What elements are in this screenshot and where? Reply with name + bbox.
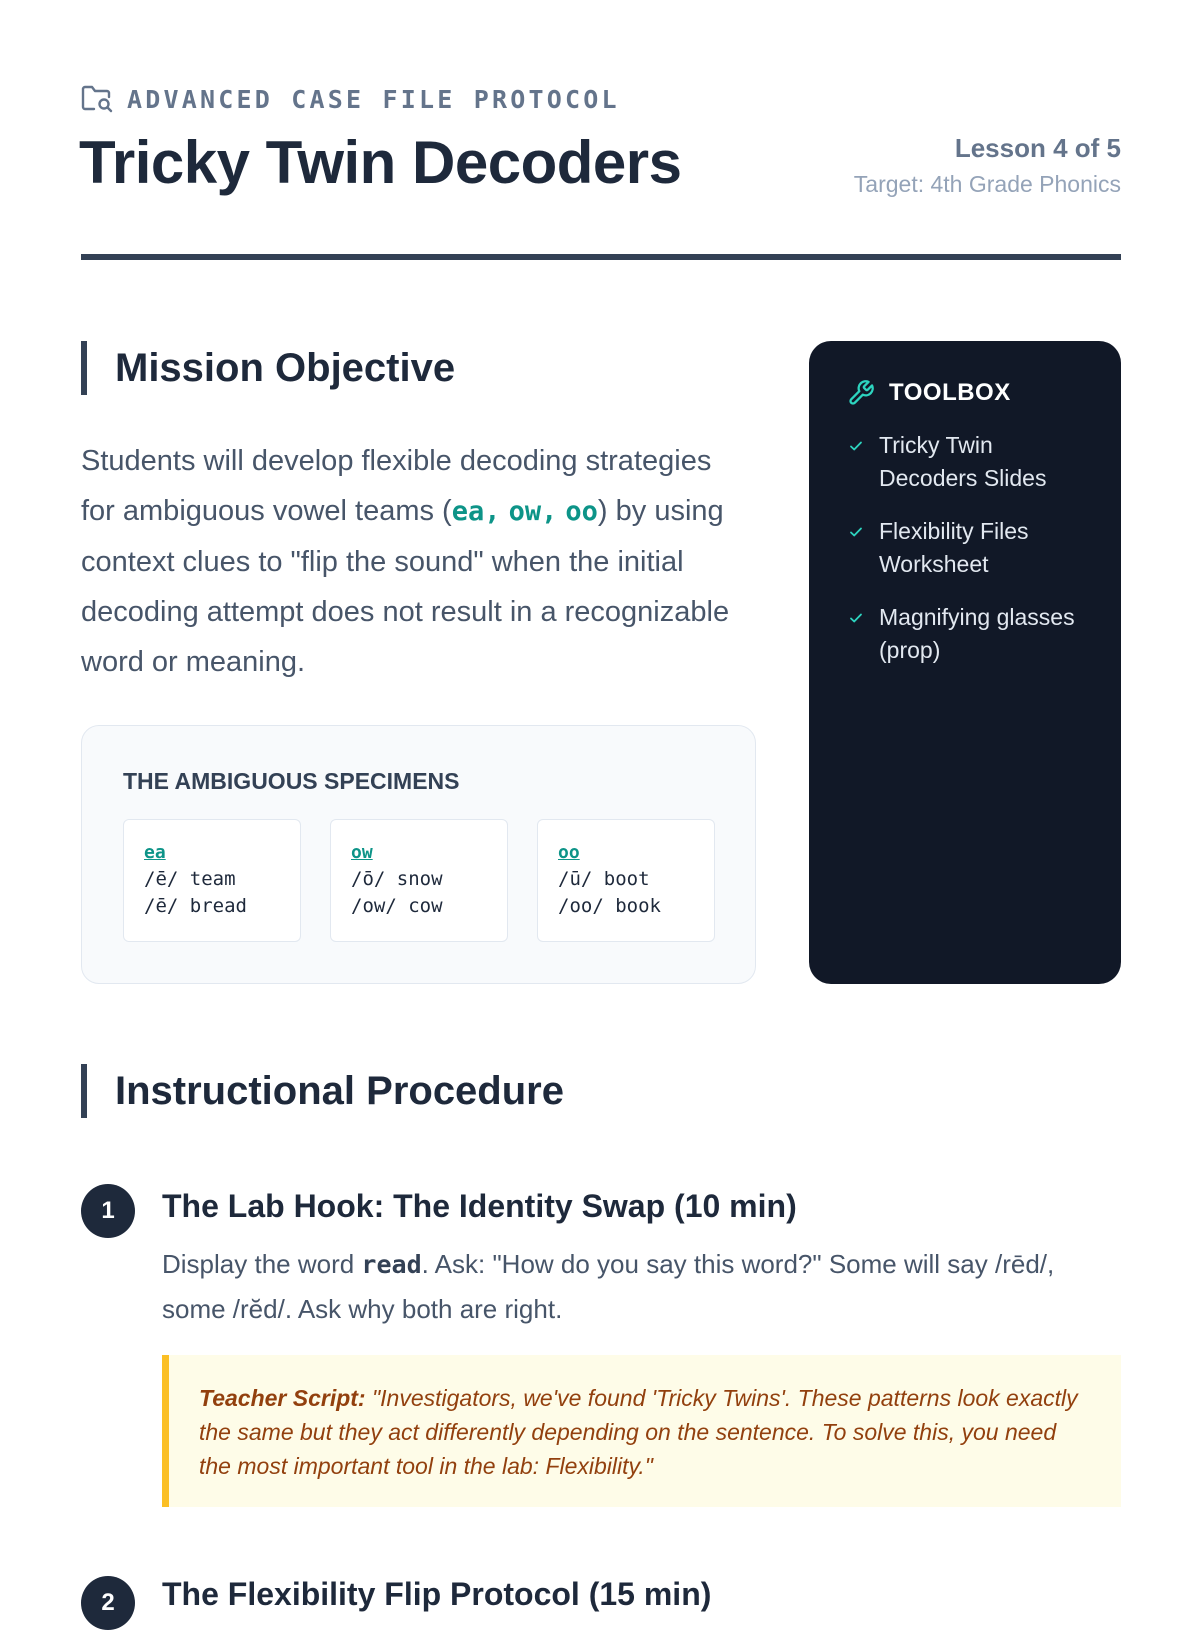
step-title: The Lab Hook: The Identity Swap (10 min) xyxy=(162,1188,797,1224)
specimen-line: /ow/ cow xyxy=(351,895,443,917)
eyebrow-label: ADVANCED CASE FILE PROTOCOL xyxy=(127,84,620,114)
specimen-key: ow xyxy=(351,842,373,863)
specimen-card-ea xyxy=(123,819,301,942)
step-body-part-1: Display the word xyxy=(162,1249,362,1279)
step-number-badge: 2 xyxy=(81,1576,135,1630)
code-ea: ea, xyxy=(451,496,501,527)
specimen-line: /ē/ bread xyxy=(144,895,247,917)
teacher-script-text: "Investigators, we've found 'Tricky Twins'. These patterns look exactly the same but they act differently depending on the sentence. To solve this, you need the most important tool in the lab: Flexibility." xyxy=(199,1385,1078,1479)
specimen-line: /ū/ boot xyxy=(558,868,650,890)
folder-search-icon xyxy=(81,84,113,114)
specimen-line: /ē/ team xyxy=(144,868,236,890)
toolbox-item xyxy=(847,429,1091,495)
specimens-panel xyxy=(81,725,756,984)
specimen-line: /ō/ snow xyxy=(351,868,443,890)
check-icon xyxy=(847,437,865,455)
mission-text-part-2: ) by using context clues to "flip the sound" when the initial decoding attempt does not result in a recognizable word or meaning. xyxy=(81,495,730,678)
toolbox-item-label: Tricky Twin Decoders Slides xyxy=(879,432,1047,491)
step-body-part-2: . Ask: "How do you say this word?" Some will say /rēd/, some /rĕd/. Ask why both are right. xyxy=(162,1249,1055,1324)
specimen-key: oo xyxy=(558,842,580,863)
step-number-badge: 1 xyxy=(81,1184,135,1238)
specimen-line: /oo/ book xyxy=(558,895,661,917)
specimen-card-ow xyxy=(330,819,508,942)
header-divider xyxy=(81,254,1121,260)
specimen-card-oo xyxy=(537,819,715,942)
toolbox-panel xyxy=(809,341,1121,984)
step-title: The Flexibility Flip Protocol (15 min) xyxy=(162,1576,712,1612)
toolbox-item-label: Magnifying glasses (prop) xyxy=(879,604,1075,663)
code-ow: ow, xyxy=(508,496,558,527)
toolbox-title: TOOLBOX xyxy=(889,379,1011,406)
lesson-count: Lesson 4 of 5 xyxy=(954,133,1121,163)
eyebrow xyxy=(81,84,620,114)
mission-text xyxy=(81,436,751,687)
teacher-script-label: Teacher Script: xyxy=(199,1385,366,1411)
wrench-icon xyxy=(847,379,875,407)
toolbox-header xyxy=(847,379,1091,407)
toolbox-item xyxy=(847,601,1091,667)
code-oo: oo xyxy=(565,496,598,527)
specimen-key: ea xyxy=(144,842,166,863)
procedure-heading-text: Instructional Procedure xyxy=(115,1068,564,1113)
lesson-meta xyxy=(854,130,1121,202)
lesson-plan-page xyxy=(79,0,1121,1616)
mission-text-part-1: Students will develop flexible decoding strategies for ambiguous vowel teams ( xyxy=(81,445,712,527)
check-icon xyxy=(847,523,865,541)
page-title: Tricky Twin Decoders xyxy=(79,129,682,196)
mission-heading xyxy=(81,341,455,395)
toolbox-item-label: Flexibility Files Worksheet xyxy=(879,518,1029,577)
specimens-title: THE AMBIGUOUS SPECIMENS xyxy=(123,768,460,794)
lesson-target: Target: 4th Grade Phonics xyxy=(853,171,1121,197)
teacher-script-callout xyxy=(162,1355,1121,1507)
toolbox-item xyxy=(847,515,1091,581)
step-body xyxy=(162,1242,1102,1331)
procedure-heading xyxy=(81,1064,564,1118)
step-body-word: read xyxy=(361,1250,422,1279)
toolbox-list xyxy=(847,429,1091,667)
mission-heading-text: Mission Objective xyxy=(115,345,456,390)
check-icon xyxy=(847,609,865,627)
